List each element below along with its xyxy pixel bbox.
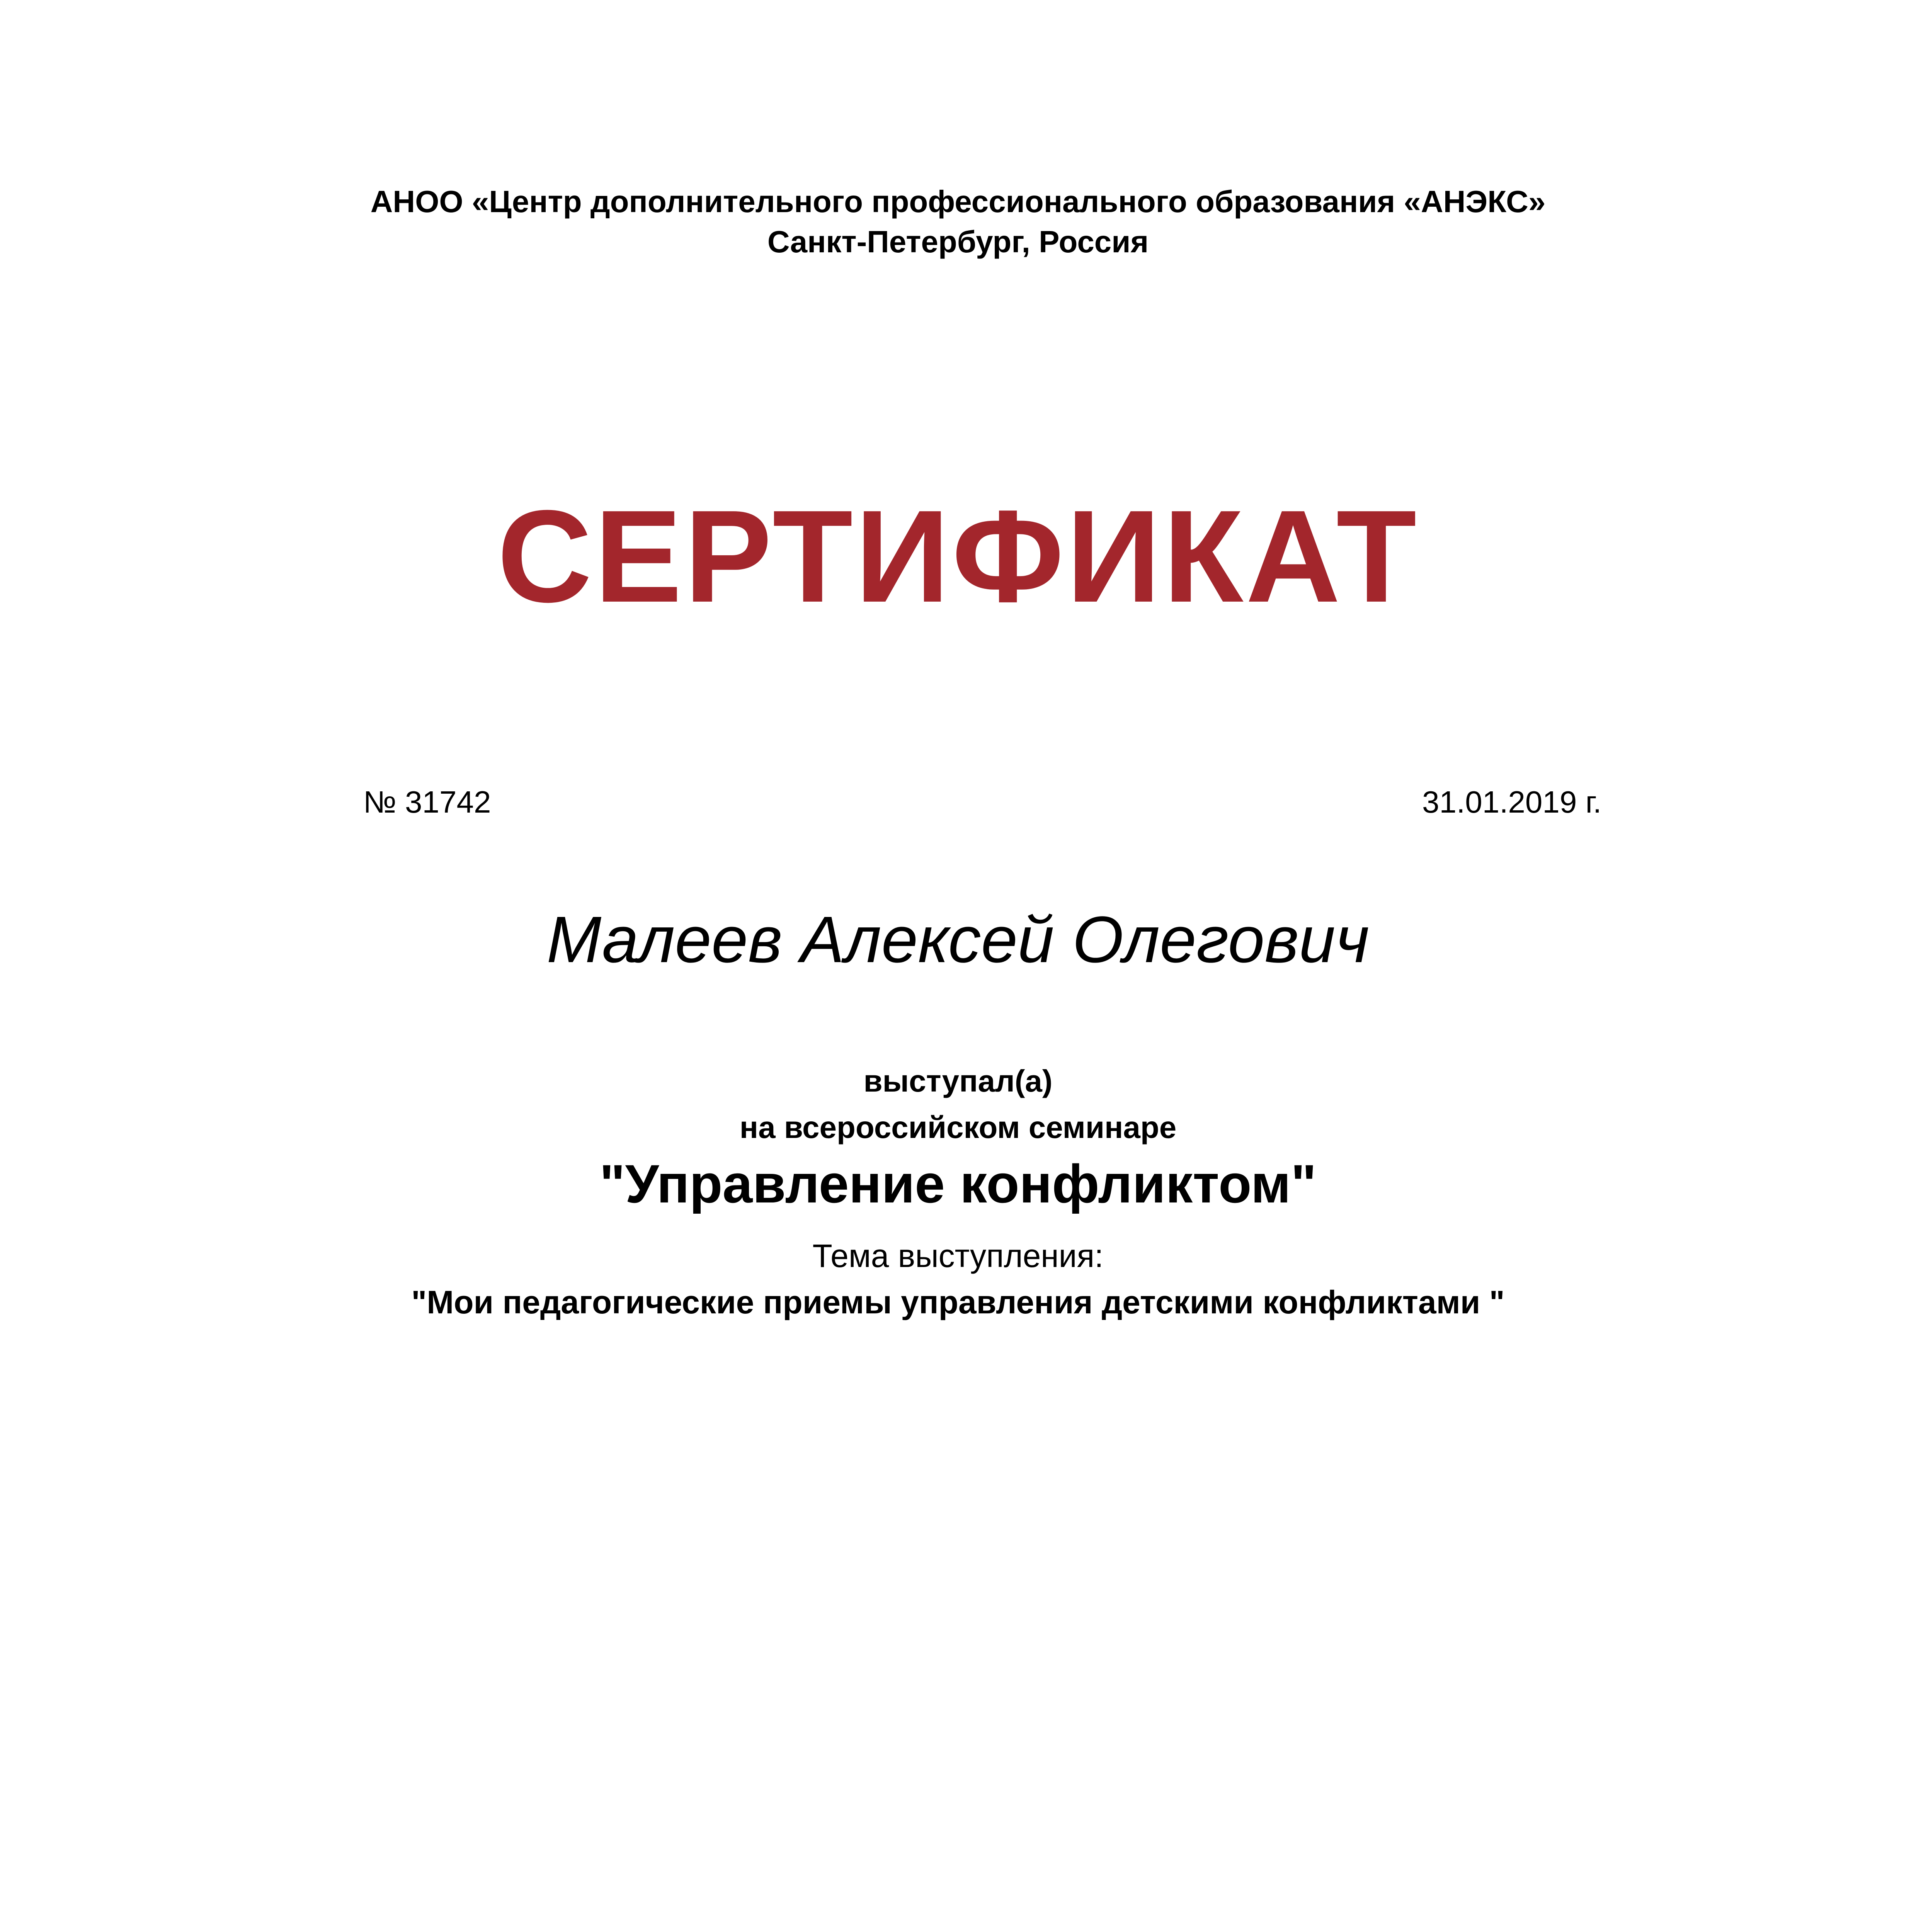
event-type-text: на всероссийском семинаре [739, 1110, 1177, 1145]
certificate-date: 31.01.2019 г. [1422, 785, 1602, 819]
recipient-name: Малеев Алексей Олегович [546, 903, 1370, 976]
certificate-title: СЕРТИФИКАТ [497, 483, 1419, 630]
certificate-number: № 31742 [363, 785, 491, 819]
organization-header [0, 182, 1916, 262]
topic-label: Тема выступления: [812, 1238, 1104, 1274]
action-text: выступал(а) [863, 1064, 1053, 1098]
topic-text: "Мои педагогические приемы управления детскими конфликтами " [411, 1284, 1505, 1320]
organization-city: Санкт-Петербург, Россия [767, 224, 1149, 259]
seminar-title: "Управление конфликтом" [599, 1153, 1317, 1214]
organization-name: АНОО «Центр дополнительного профессионального образования «АНЭКС» [370, 184, 1546, 219]
